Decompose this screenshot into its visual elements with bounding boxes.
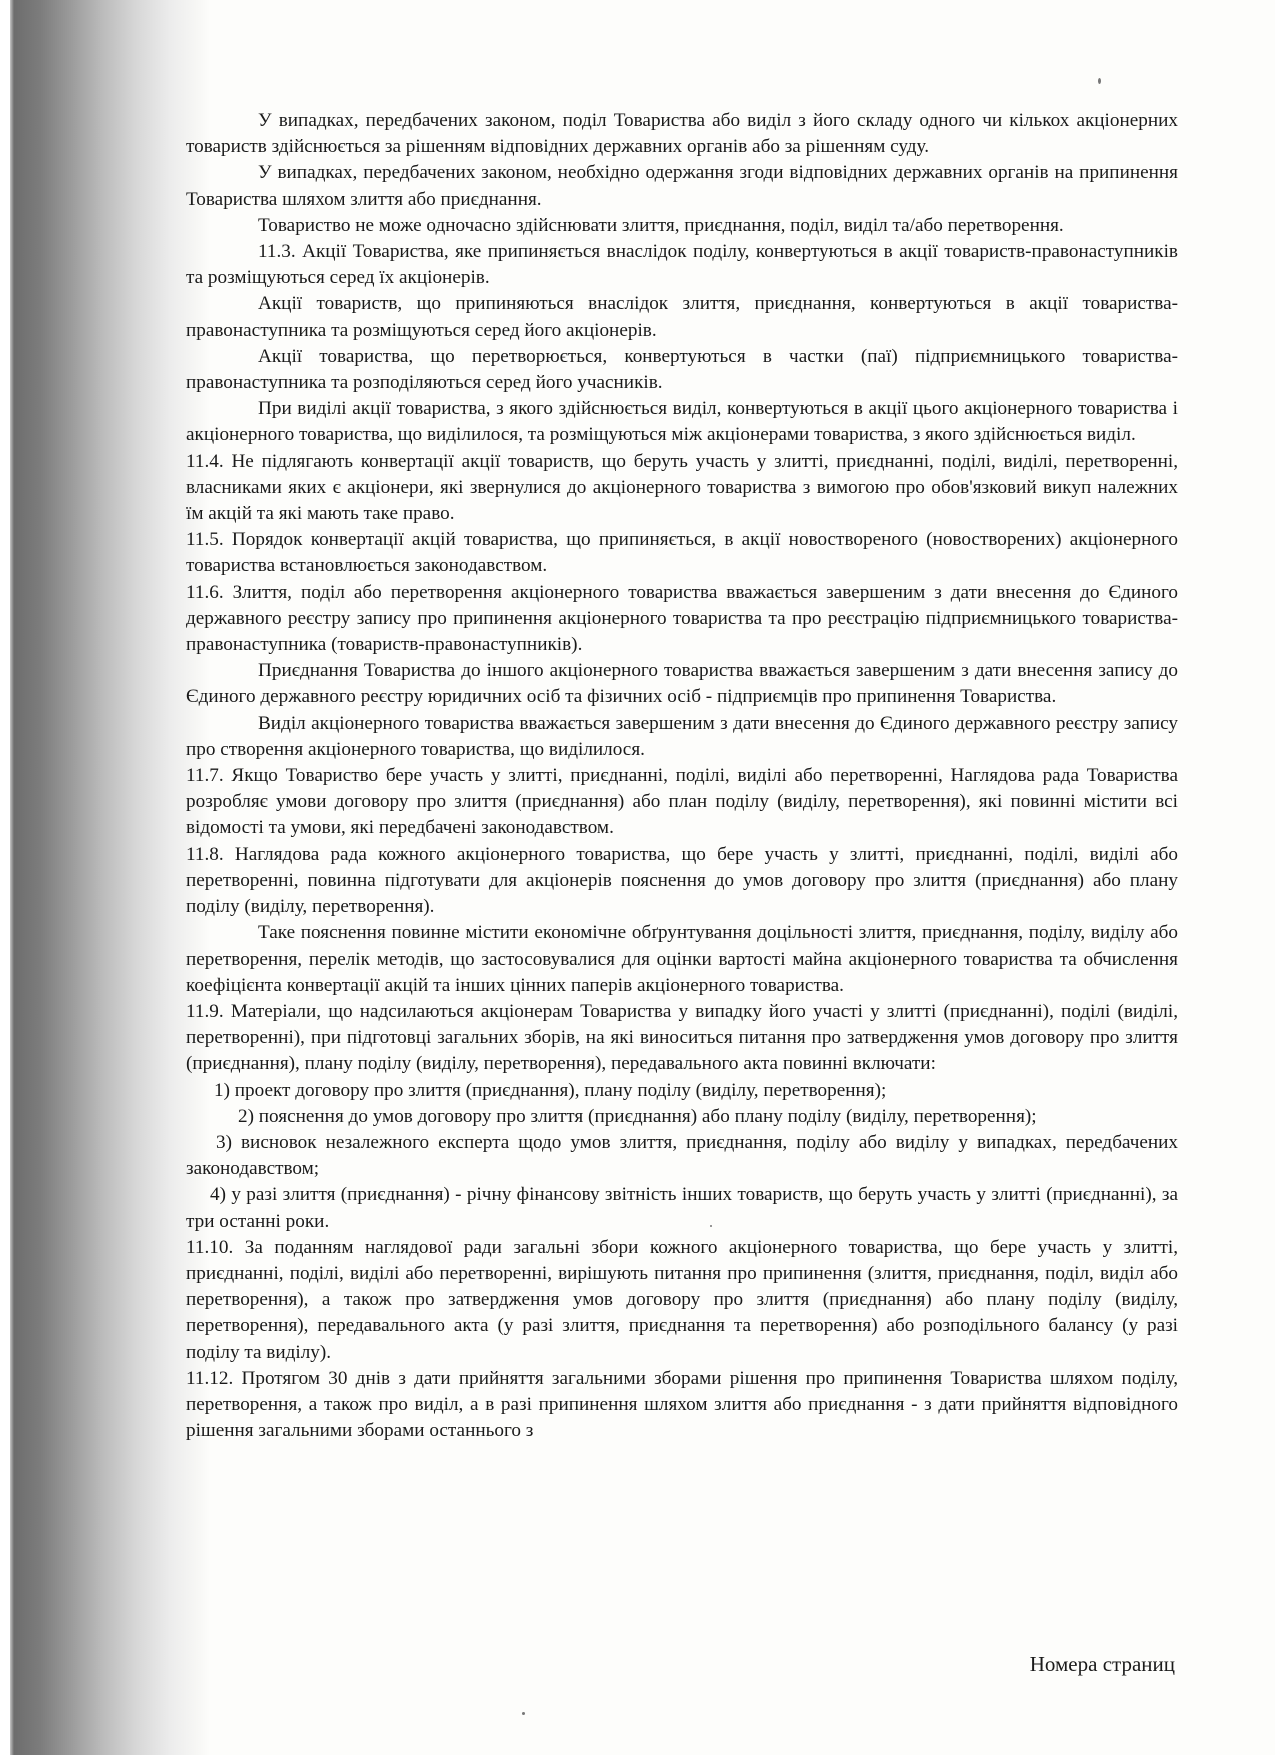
scan-speck: [1098, 78, 1101, 84]
clause-11-7: 11.7. Якщо Товариство бере участь у злитті, приєднанні, поділі, виділі або перетворенні, Наглядова рада Товариства розробляє умови договору про злиття (приєднання) або план поділу (виділу, перетворення), які повинні містити всі відомості та умови, які передбачені законодавством.: [186, 765, 1178, 839]
list-item: 3) висновок незалежного експерта щодо умов злиття, приєднання, поділу або виділу у випадках, передбачених законодавством;: [186, 1131, 1178, 1180]
list-item: 1) проект договору про злиття (приєднання), плану поділу (виділу, перетворення);: [214, 1079, 887, 1101]
clause-11-8: 11.8. Наглядова рада кожного акціонерного товариства, що бере участь у злитті, приєднанні, поділі, виділі або перетворенні, повинна підготувати для акціонерів пояснення до умов договору про злиття (приєднання) або плану поділу (виділу, перетворення).: [186, 843, 1178, 918]
paragraph: При виділі акції товариства, з якого здійснюється виділ, конвертуються в акції цього акціонерного товариства і акціонерного товариства, що виділилося, та розміщуються між акціонерами товариства, з якого здійснюється виділ.: [186, 398, 1178, 446]
scan-binding-shadow: [0, 0, 210, 1755]
clause-11-12: 11.12. Протягом 30 днів з дати прийняття загальними зборами рішення про припинення Товариства шляхом поділу, перетворення, а також про виділ, а в разі припинення шляхом злиття або приєднання - з дати прийняття відповідного рішення загальними зборами останнього з: [186, 1367, 1178, 1442]
paragraph: Приєднання Товариства до іншого акціонерного товариства вважається завершеним з дати внесення запису до Єдиного державного реєстру юридичних осіб та фізичних осіб - підприємців про припинення Товариства.: [186, 660, 1178, 708]
scan-speck: [522, 1712, 525, 1715]
page-footer: Номера страниц: [1029, 1652, 1175, 1676]
paragraph: У випадках, передбачених законом, поділ Товариства або виділ з його складу одного чи кількох акціонерних товариств здійснюється за рішенням відповідних державних органів або за рішенням суду.: [186, 110, 1178, 158]
paragraph: Акції товариств, що припиняються внаслідок злиття, приєднання, конвертуються в акції товариства-правонаступника та розміщуються серед його акціонерів.: [186, 293, 1178, 341]
clause-11-5: 11.5. Порядок конвертації акцій товариства, що припиняється, в акції новоствореного (новостворених) акціонерного товариства встановлюється законодавством.: [186, 529, 1178, 577]
scan-page-edge: [0, 0, 10, 1755]
clause-11-3: 11.3. Акції Товариства, яке припиняється внаслідок поділу, конвертуються в акції товариств-правонаступників та розміщуються серед їх акціонерів.: [186, 241, 1178, 289]
clause-11-9: 11.9. Матеріали, що надсилаються акціонерам Товариства у випадку його участі у злитті (приєднанні), поділі (виділі, перетворенні), при підготовці загальних зборів, на які виноситься питання про затвердження умов договору про злиття (приєднання), плану поділу (виділу, перетворення), передавального акта повинні включати:: [186, 1000, 1178, 1075]
paragraph: У випадках, передбачених законом, необхідно одержання згоди відповідних державних органів на припинення Товариства шляхом злиття або приєднання.: [186, 162, 1178, 210]
paragraph: Таке пояснення повинне містити економічне обґрунтування доцільності злиття, приєднання, поділу, виділу або перетворення, перелік методів, що застосовувалися для оцінки вартості майна акціонерного товариства та обчислення коефіцієнта конвертації акцій та інших цінних паперів акціонерного товариства.: [186, 922, 1178, 996]
list-item: 2) пояснення до умов договору про злиття (приєднання) або плану поділу (виділу, перетворення);: [238, 1105, 1037, 1127]
clause-11-4: 11.4. Не підлягають конвертації акції товариств, що беруть участь у злитті, приєднанні, поділі, виділі, перетворенні, власниками яких є акціонери, які звернулися до акціонерного товариства з вимогою про обов'язковий викуп належних їм акцій та які мають таке право.: [186, 450, 1178, 525]
paragraph: Виділ акціонерного товариства вважається завершеним з дати внесення до Єдиного державного реєстру запису про створення акціонерного товариства, що виділилося.: [186, 712, 1178, 760]
document-body: [186, 108, 1178, 1444]
list-item: 4) у разі злиття (приєднання) - річну фінансову звітність інших товариств, що беруть участь у злитті (приєднанні), за три останні роки.: [186, 1184, 1178, 1232]
paragraph: Товариство не може одночасно здійснювати злиття, приєднання, поділ, виділ та/або перетворення.: [258, 214, 1064, 236]
clause-11-6: 11.6. Злиття, поділ або перетворення акціонерного товариства вважається завершеним з дати внесення до Єдиного державного реєстру запису про припинення акціонерного товариства та про реєстрацію підприємницького товариства-правонаступника (товариств-правонаступників).: [186, 581, 1178, 656]
clause-11-10: 11.10. За поданням наглядової ради загальні збори кожного акціонерного товариства, що бере участь у злитті, приєднанні, поділі, виділі або перетворенні, вирішують питання про припинення (злиття, приєднання, поділ, виділ або перетворення), а також про затвердження умов договору про злиття (приєднання) або плану поділу (виділу, перетворення), передавального акта (у разі злиття, приєднання та перетворення) або розподільного балансу (у разі поділу та виділу).: [186, 1236, 1178, 1363]
paragraph: Акції товариства, що перетворюється, конвертуються в частки (паї) підприємницького товариства-правонаступника та розподіляються серед його учасників.: [186, 345, 1178, 394]
